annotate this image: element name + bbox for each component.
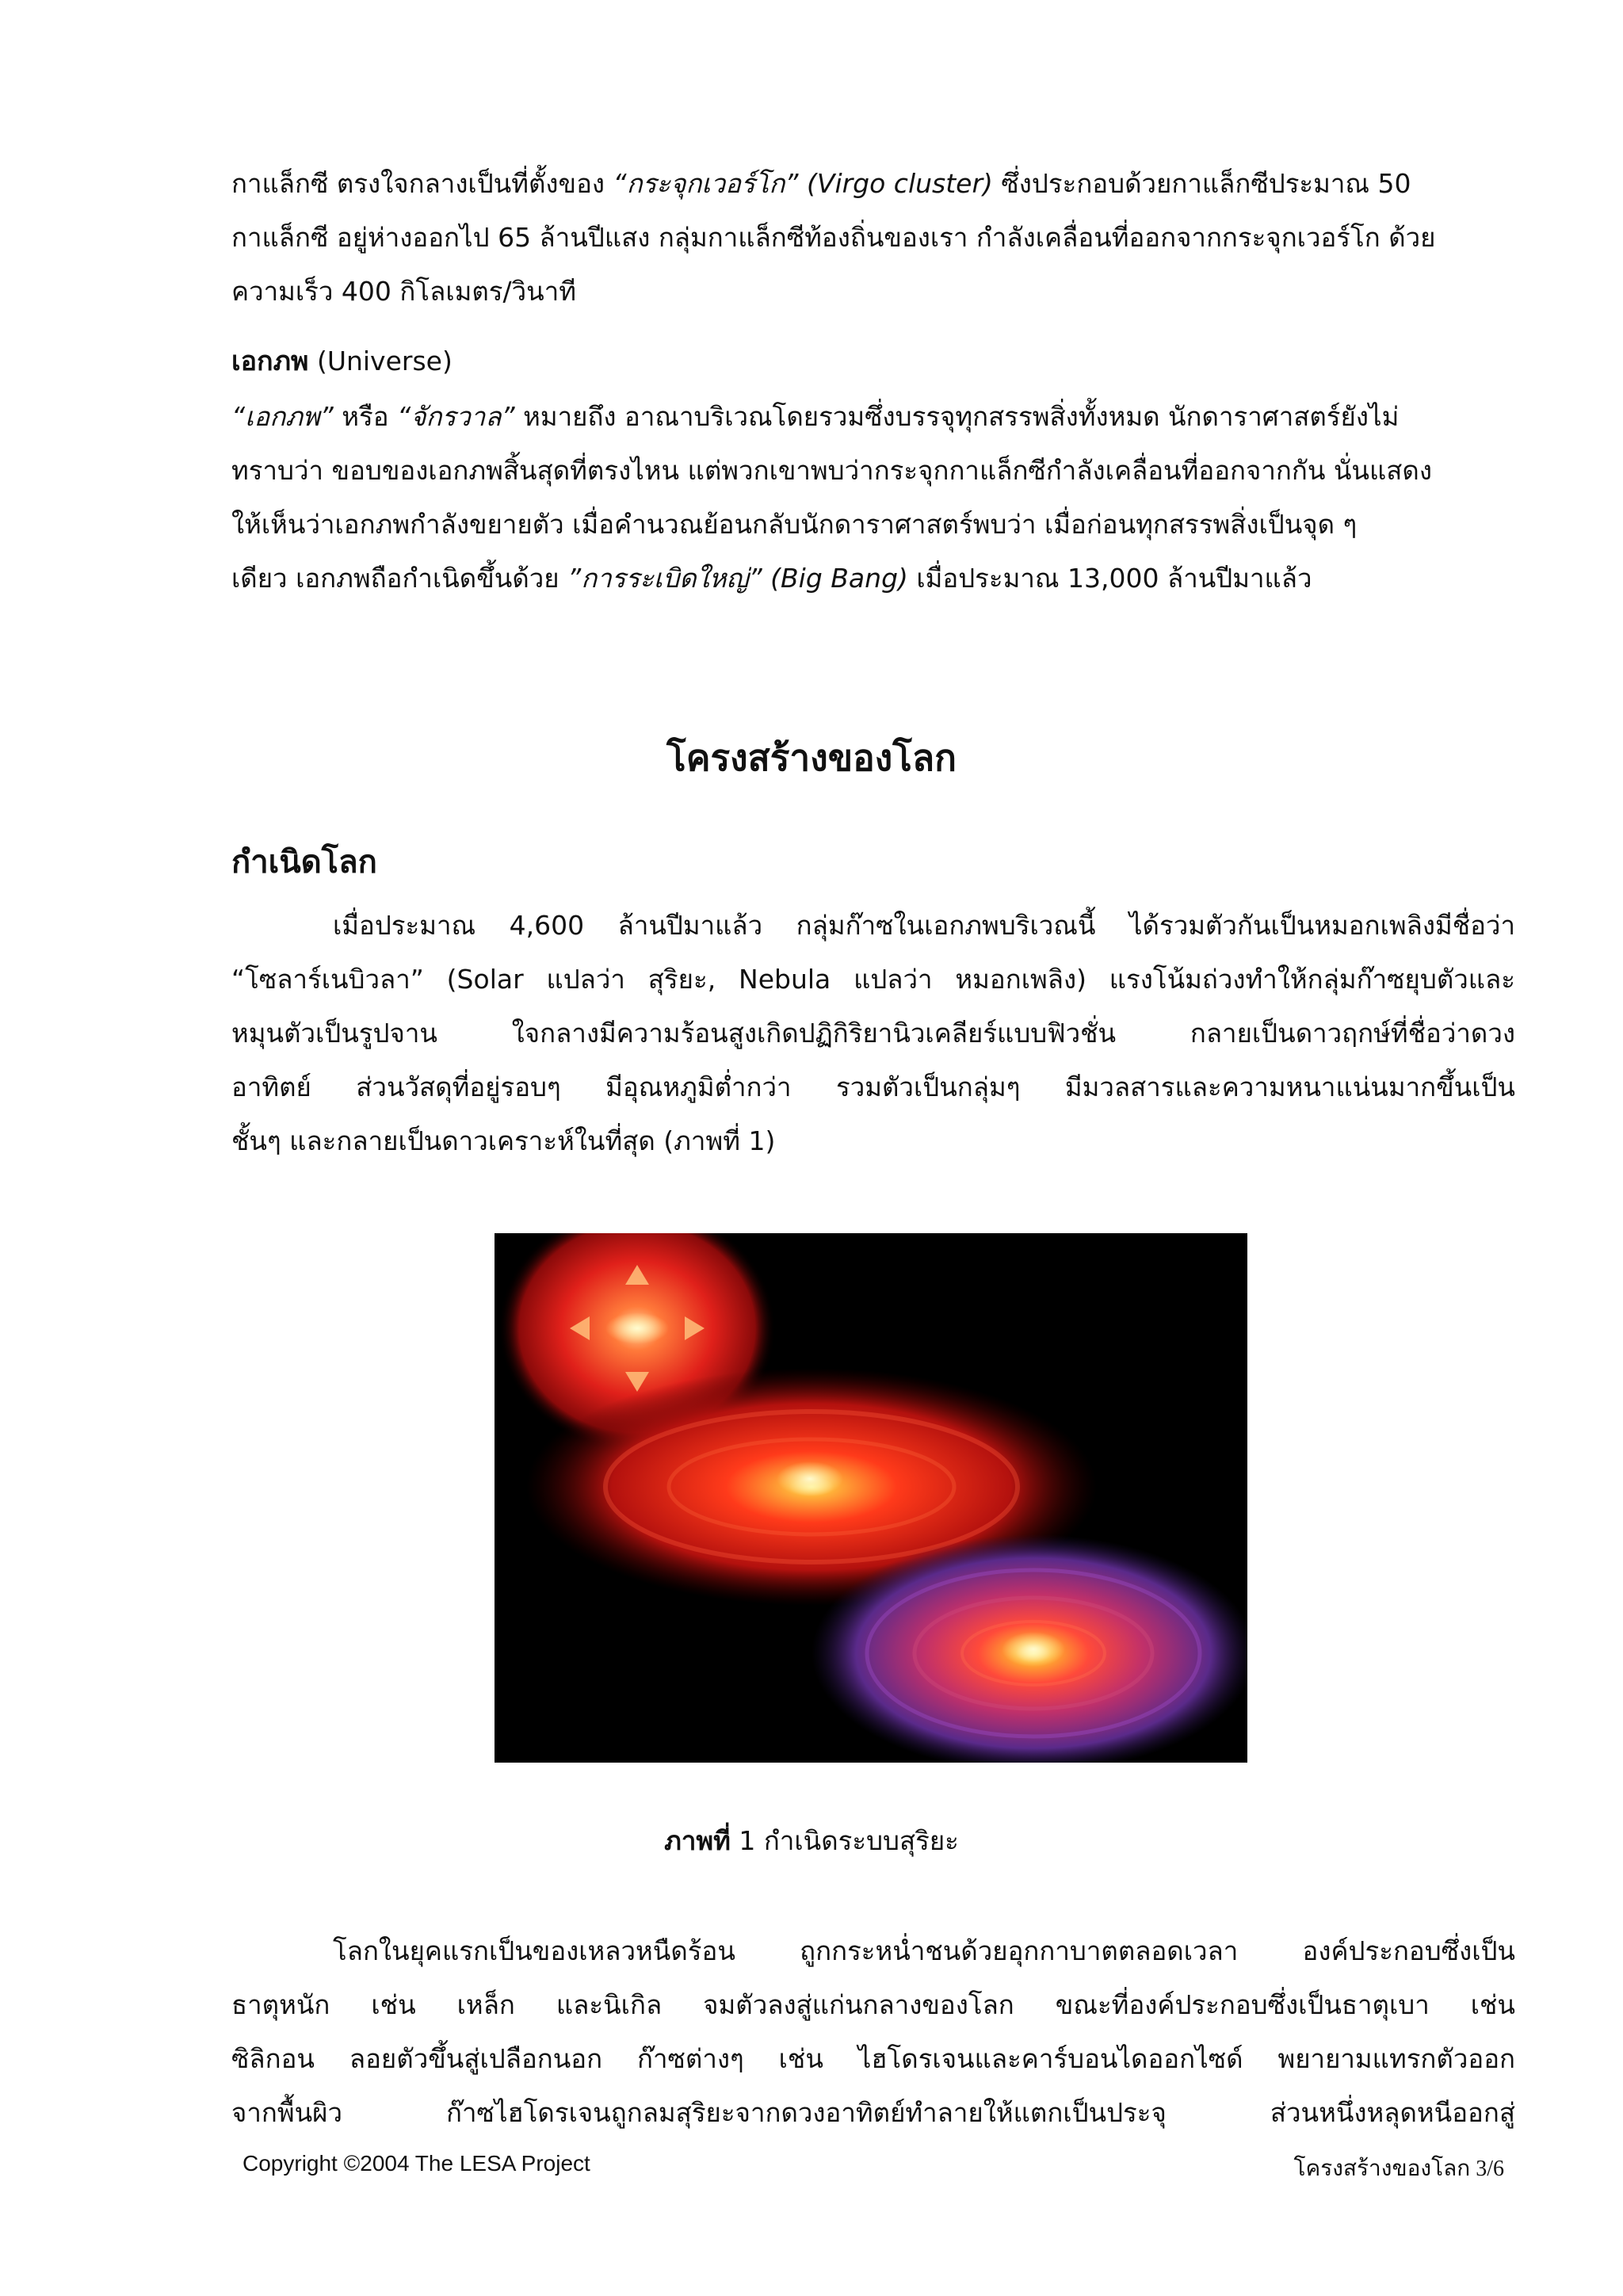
text-span: หรือ [333, 401, 398, 432]
origin-paragraph [231, 899, 1515, 1168]
early-earth-paragraph [231, 1924, 1515, 2140]
universe-line-1 [231, 390, 1515, 444]
text-span: กาแล็กซี ตรงใจกลางเป็นที่ตั้งของ [231, 168, 613, 199]
intro-line-2: กาแล็กซี อยู่ห่างออกไป 65 ล้านปีแสง กลุ่มกาแล็กซีท้องถิ่นของเรา กำลังเคลื่อนที่ออกจากกระจุกเวอร์โก ด้วย [231, 222, 1436, 253]
footer-page-label: โครงสร้างของโลก 3/6 [1293, 2157, 1504, 2181]
solar-nebula-illustration [495, 1233, 1247, 1763]
solar-system-formation-image [495, 1233, 1247, 1763]
text-span: ซึ่งประกอบด้วยกาแล็กซีประมาณ 50 [992, 168, 1411, 199]
universe-heading-rest: (Universe) [308, 346, 453, 376]
intro-paragraph [231, 157, 1515, 319]
section-heading-origin: กำเนิดโลก [231, 844, 377, 881]
universe-line-2: ทราบว่า ขอบของเอกภพสิ้นสุดที่ตรงไหน แต่พวกเขาพบว่ากระจุกกาแล็กซีกำลังเคลื่อนที่ออกจากกัน นั่นแสดง [231, 455, 1432, 486]
text-span: เมื่อประมาณ 13,000 ล้านปีมาแล้ว [907, 563, 1312, 594]
origin-line: หมุนตัวเป็นรูปจาน ใจกลางมีความร้อนสูงเกิดปฏิกิริยานิวเคลียร์แบบฟิวชั่น กลายเป็นดาวฤกษ์ที่ชื่อว่าดวง [231, 1018, 1515, 1049]
virgo-cluster-thai: “กระจุกเวอร์โก” [613, 168, 799, 199]
early-earth-line: จากพื้นผิว ก๊าซไฮโดรเจนถูกลมสุริยะจากดวงอาทิตย์ทำลายให้แตกเป็นประจุ ส่วนหนึ่งหลุดหนีออกสู่ [231, 2097, 1515, 2128]
cosmos-term: “จักรวาล” [397, 401, 515, 432]
universe-line-4 [231, 552, 1515, 606]
text-span [762, 563, 771, 594]
origin-line: เมื่อประมาณ 4,600 ล้านปีมาแล้ว กลุ่มก๊าซในเอกภพบริเวณนี้ ได้รวมตัวกันเป็นหมอกเพลิงมีชื่อว่า [333, 910, 1515, 941]
early-earth-line: โลกในยุคแรกเป็นของเหลวหนืดร้อน ถูกกระหน่ำชนด้วยอุกกาบาตตลอดเวลา องค์ประกอบซึ่งเป็น [333, 1935, 1515, 1966]
figure-caption-text: 1 กำเนิดระบบสุริยะ [730, 1825, 959, 1856]
big-bang-thai: ”การระเบิดใหญ่” [567, 563, 762, 594]
origin-line: อาทิตย์ ส่วนวัสดุที่อยู่รอบๆ มีอุณหภูมิต่ำกว่า รวมตัวเป็นกลุ่มๆ มีมวลสารและความหนาแน่นมากขึ้นเป็น [231, 1072, 1515, 1102]
intro-line-3: ความเร็ว 400 กิโลเมตร/วินาที [231, 276, 576, 307]
virgo-cluster-english: (Virgo cluster) [807, 168, 993, 199]
intro-line-1 [231, 157, 1515, 211]
origin-line: ชั้นๆ และกลายเป็นดาวเคราะห์ในที่สุด (ภาพที่ 1) [231, 1125, 776, 1156]
universe-section [231, 334, 1515, 606]
universe-line-3: ให้เห็นว่าเอกภพกำลังขยายตัว เมื่อคำนวณย้อนกลับนักดาราศาสตร์พบว่า เมื่อก่อนทุกสรรพสิ่งเป็นจุด ๆ [231, 509, 1358, 540]
footer-copyright: Copyright ©2004 The LESA Project [242, 2151, 590, 2176]
early-earth-line: ซิลิกอน ลอยตัวขึ้นสู่เปลือกนอก ก๊าซต่างๆ เช่น ไฮโดรเจนและคาร์บอนไดออกไซด์ พยายามแทรกตัวออก [231, 2043, 1515, 2074]
text-span [799, 168, 808, 199]
figure-caption [0, 1820, 1623, 1862]
universe-heading [231, 334, 1515, 388]
text-span: หมายถึง อาณาบริเวณโดยรวมซึ่งบรรจุทุกสรรพสิ่งทั้งหมด นักดาราศาสตร์ยังไม่ [514, 401, 1400, 432]
big-bang-english: (Big Bang) [770, 563, 908, 594]
universe-term: “เอกภพ” [231, 401, 334, 432]
page-title: โครงสร้างของโลก [666, 736, 957, 779]
origin-line: “โซลาร์เนบิวลา” (Solar แปลว่า สุริยะ, Nebula แปลว่า หมอกเพลิง) แรงโน้มถ่วงทำให้กลุ่มก๊าซยุบตัวและ [231, 964, 1515, 995]
text-span: เดียว เอกภพถือกำเนิดขึ้นด้วย [231, 563, 568, 594]
universe-heading-bold: เอกภพ [231, 346, 309, 377]
figure-caption-label: ภาพที่ [664, 1825, 731, 1856]
early-earth-line: ธาตุหนัก เช่น เหล็ก และนิเกิล จมตัวลงสู่แก่นกลางของโลก ขณะที่องค์ประกอบซึ่งเป็นธาตุเบา เช่น [231, 1989, 1515, 2020]
